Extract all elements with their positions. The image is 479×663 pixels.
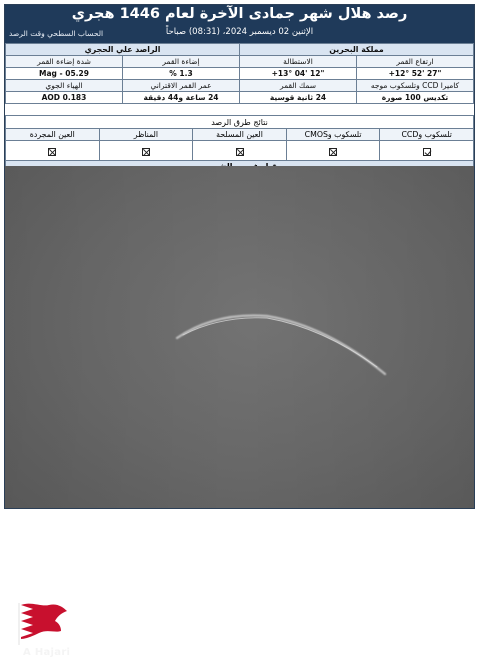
logo-text: A Hajari xyxy=(23,647,71,658)
crossed-checkbox-icon xyxy=(236,148,244,156)
params-row2-labels xyxy=(6,80,474,92)
params-row1-labels xyxy=(6,56,474,68)
moon-age-label: عمر القمر الاقتراني xyxy=(123,80,240,92)
observation-date: الإثنين 02 ديسمبر 2024، (08:31) صباحاً xyxy=(165,27,314,37)
methods-checks-row xyxy=(6,141,474,161)
calculation-note: الحساب السطحي وقت الرصد xyxy=(9,29,104,38)
observation-sheet xyxy=(4,4,475,658)
moon-age-value: 24 ساعة و44 دقيقة xyxy=(123,92,240,104)
header xyxy=(5,5,474,43)
methods-heading-row xyxy=(6,116,474,129)
method-label-aided-eye: العين المسلحة xyxy=(193,129,287,141)
magnitude-label: شدة إضاءة القمر xyxy=(6,56,123,68)
method-cell-cmos xyxy=(286,141,380,161)
illumination-label: إضاءة القمر xyxy=(123,56,240,68)
observer-cell: الراصد علي الحجري xyxy=(6,44,240,56)
crossed-checkbox-icon xyxy=(329,148,337,156)
method-label-cmos: تلسكوب وCMOS xyxy=(286,129,380,141)
camera-label: كاميرا CCD وتلسكوب موجه xyxy=(357,80,474,92)
location-row xyxy=(6,44,474,56)
crescent-photo xyxy=(5,166,474,658)
method-cell-naked-eye xyxy=(6,141,100,161)
magnitude-value: Mag - 05.29 xyxy=(6,68,123,80)
moon-altitude-value: +12° 52' 27" xyxy=(357,68,474,80)
bahrain-flag-icon xyxy=(11,599,71,647)
moon-altitude-label: ارتفاع القمر xyxy=(357,56,474,68)
params-row2-values xyxy=(6,92,474,104)
observation-table xyxy=(5,43,474,104)
elongation-label: الاستطالة xyxy=(240,56,357,68)
report-title: رصد هلال شهر جمادى الآخرة لعام 1446 هجري xyxy=(71,6,408,22)
methods-table xyxy=(5,115,474,173)
crossed-checkbox-icon xyxy=(142,148,150,156)
crossed-checkbox-icon xyxy=(48,148,56,156)
stacking-value: تكديس 100 صورة xyxy=(357,92,474,104)
hajari-logo xyxy=(11,599,71,663)
crescent-image xyxy=(5,166,474,508)
elongation-value: +13° 04' 12" xyxy=(240,68,357,80)
checked-checkbox-icon xyxy=(423,148,431,156)
methods-heading: نتائج طرق الرصد xyxy=(6,116,474,129)
country-cell: مملكة البحرين xyxy=(240,44,474,56)
aerosol-value: AOD 0.183 xyxy=(6,92,123,104)
method-cell-binoculars xyxy=(99,141,193,161)
method-cell-ccd xyxy=(380,141,474,161)
illumination-value: % 1.3 xyxy=(123,68,240,80)
method-label-binoculars: المناظر xyxy=(99,129,193,141)
params-row1-values xyxy=(6,68,474,80)
methods-labels-row xyxy=(6,129,474,141)
method-cell-aided-eye xyxy=(193,141,287,161)
aerosol-label: الهياء الجوي xyxy=(6,80,123,92)
crescent-width-value: 24 ثانية قوسية xyxy=(240,92,357,104)
method-label-ccd: تلسكوب وCCD xyxy=(380,129,474,141)
crescent-width-label: سمك القمر xyxy=(240,80,357,92)
method-label-naked-eye: العين المجردة xyxy=(6,129,100,141)
